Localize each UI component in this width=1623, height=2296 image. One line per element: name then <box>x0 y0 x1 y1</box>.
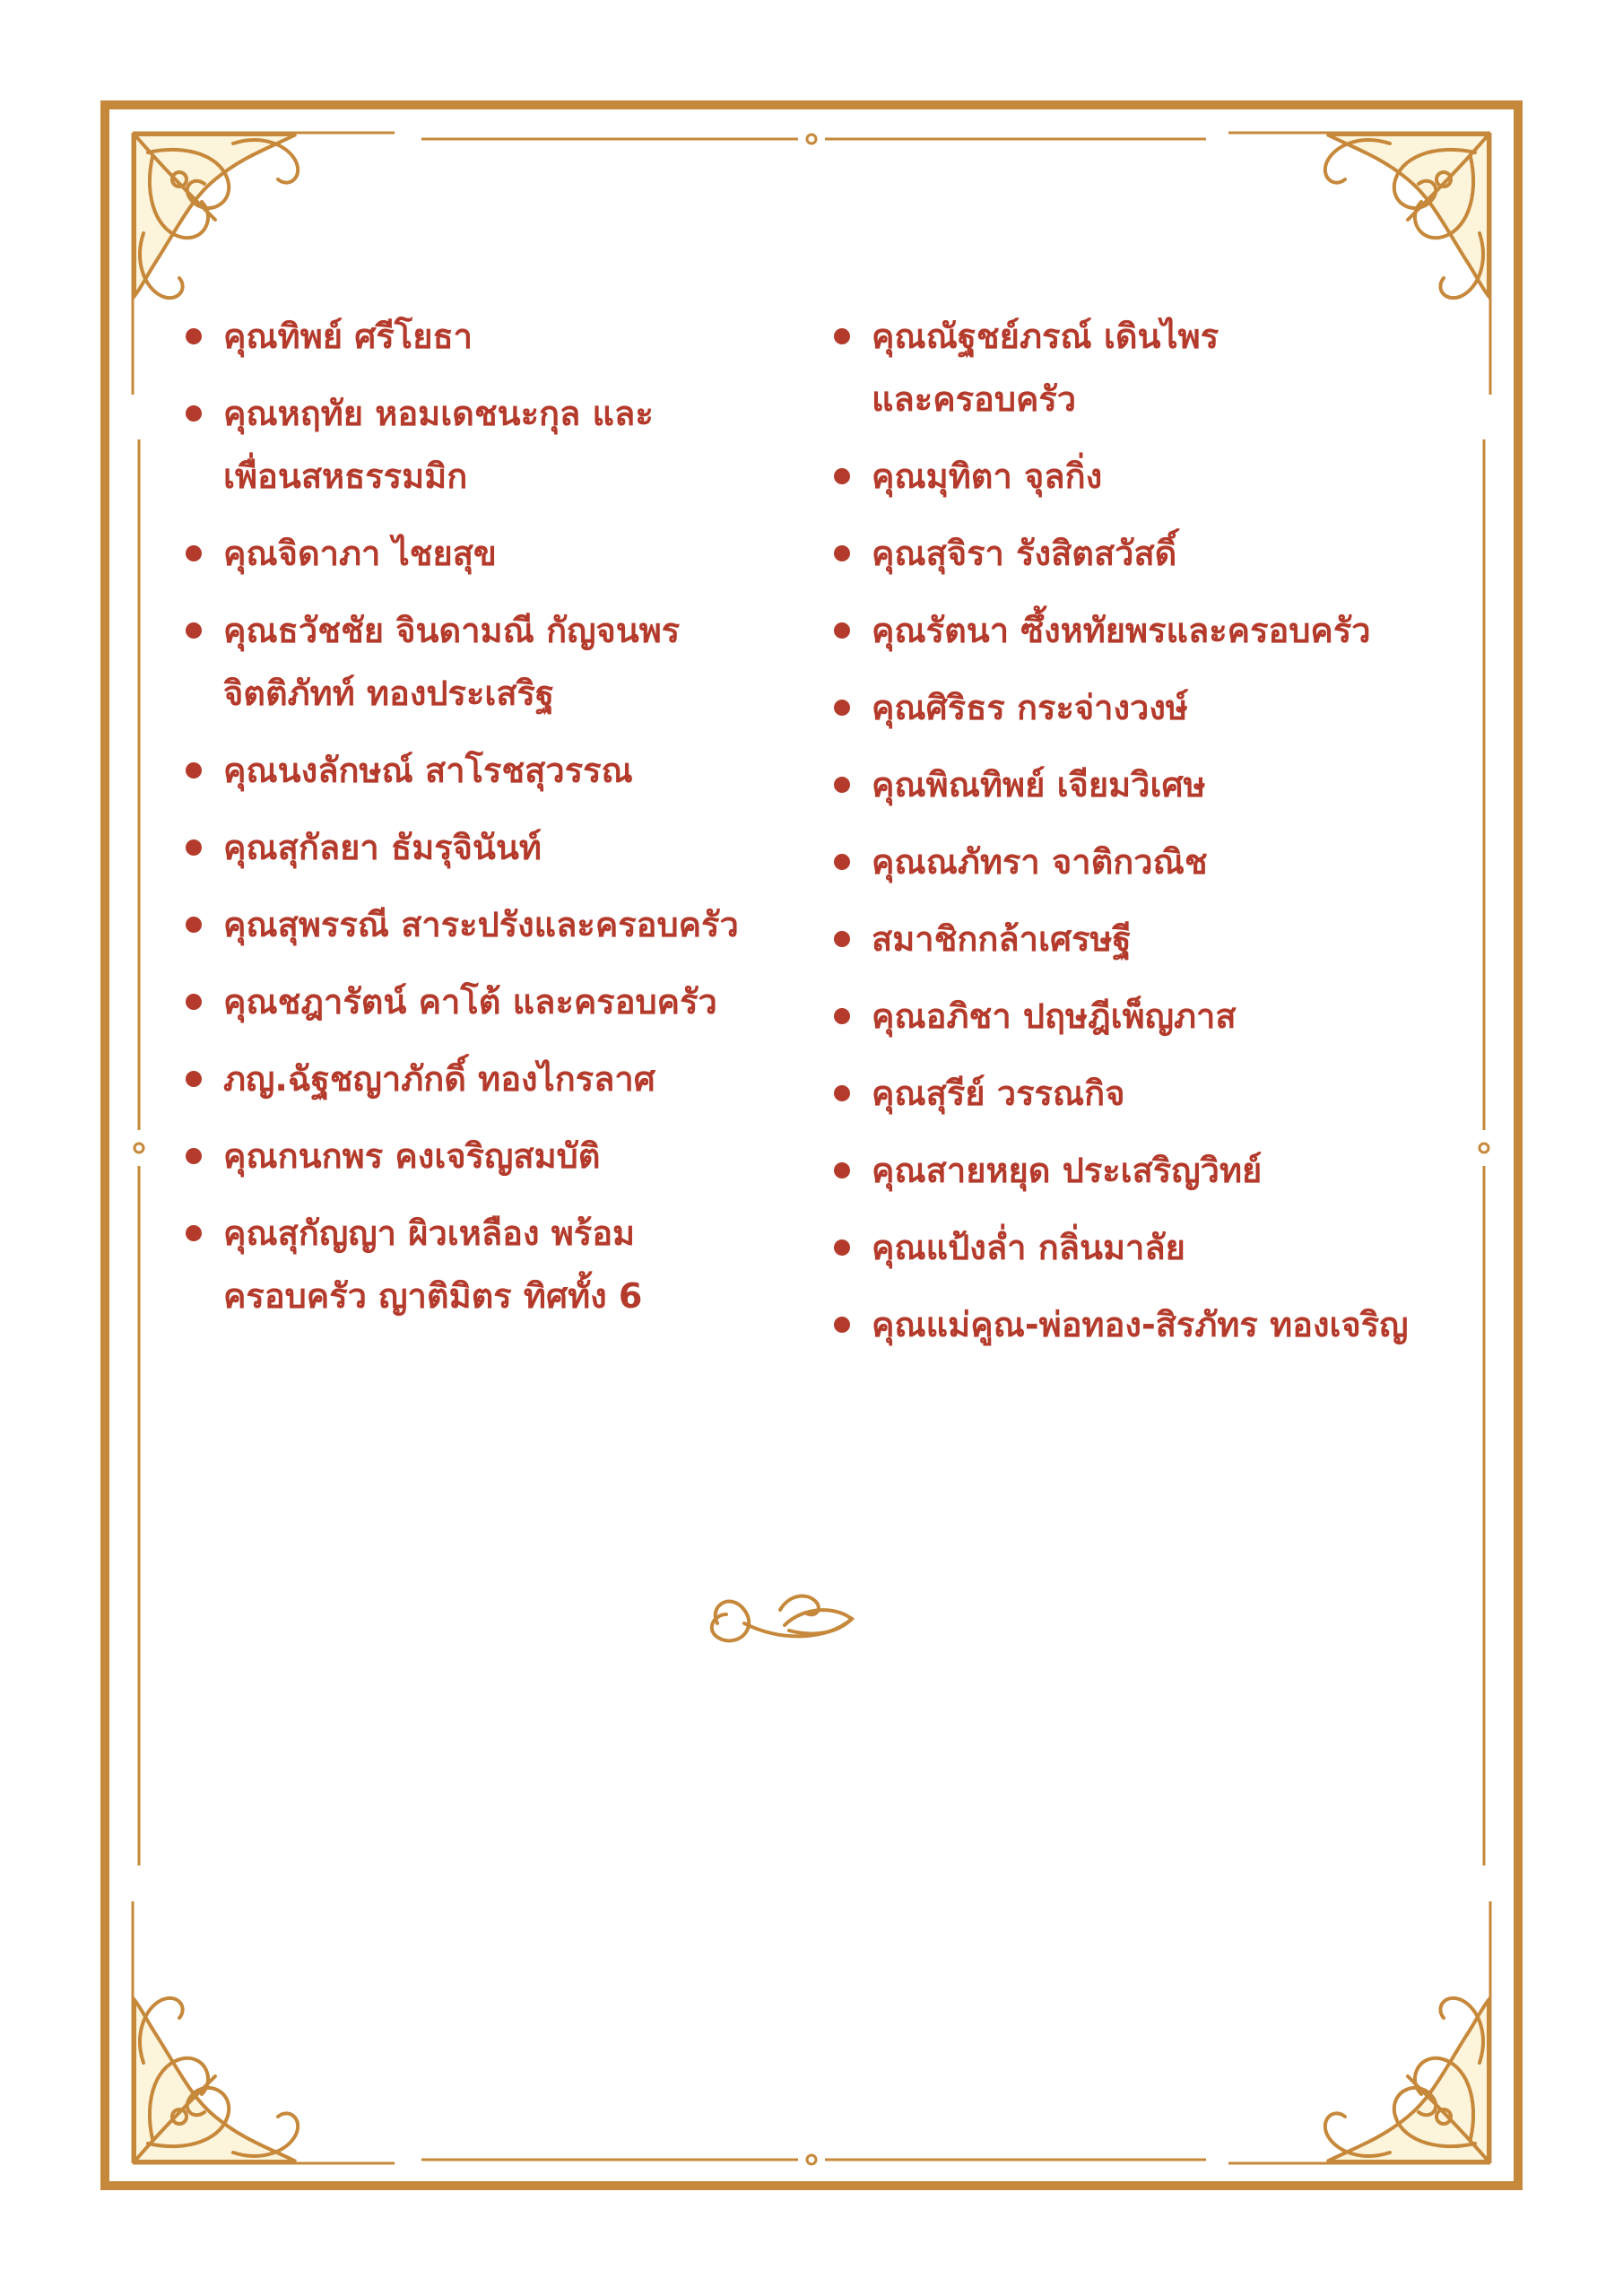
scroll-corner-ornament-icon <box>1325 1998 1488 2161</box>
list-item-text: คุณสายหยุด ประเสริญวิทย์ <box>872 1151 1263 1190</box>
list-item-text: คุณสุจิรา รังสิตสวัสดิ์ <box>872 534 1177 573</box>
list-item-text: คุณธวัชชัย จินดามณี กัญจนพร <box>223 611 681 650</box>
list-item-text: คุณกนกพร คงเจริญสมบัติ <box>223 1136 601 1176</box>
list-item <box>832 1216 1478 1279</box>
list-item <box>184 970 812 1033</box>
list-item <box>832 599 1478 662</box>
bottom-rule-dot <box>807 2155 816 2164</box>
list-item-text: คุณนงลักษณ์ สาโรชสุวรรณ <box>223 751 633 790</box>
list-item <box>184 599 812 725</box>
bullet-icon <box>834 1317 850 1333</box>
list-item-text: คุณณัฐชย์ภรณ์ เดินไพร <box>872 317 1219 356</box>
list-item-text: คุณทิพย์ ศรีโยธา <box>223 317 473 356</box>
bullet-icon <box>834 700 850 716</box>
bullet-icon <box>186 994 202 1010</box>
list-item-text: ภญ.ฉัฐชญาภักดิ์ ทองไกรลาศ <box>223 1059 655 1099</box>
list-item <box>184 816 812 879</box>
list-item <box>832 522 1478 585</box>
list-item <box>184 1125 812 1187</box>
top-rule-dot <box>807 135 816 144</box>
bullet-icon <box>834 1162 850 1178</box>
left-rule-dot <box>135 1144 143 1152</box>
list-item <box>832 985 1478 1048</box>
bullet-icon <box>834 931 850 947</box>
bullet-icon <box>834 854 850 870</box>
scroll-corner-ornament-icon <box>135 1998 298 2161</box>
list-item-text: สมาชิกกล้าเศรษฐี <box>872 919 1132 959</box>
list-item <box>832 305 1478 430</box>
bullet-icon <box>834 1239 850 1256</box>
list-item <box>184 1048 812 1110</box>
right-name-list <box>832 305 1478 1370</box>
scroll-corner-ornament-icon <box>135 135 298 298</box>
bullet-icon <box>834 328 850 344</box>
bullet-icon <box>834 622 850 639</box>
list-item-text: คุณณภัทรา จาติกวณิช <box>872 842 1208 882</box>
list-item-text: จิตติภัทท์ ทองประเสริฐ <box>223 674 554 713</box>
list-item <box>832 1062 1478 1125</box>
bullet-icon <box>834 777 850 793</box>
list-item <box>184 522 812 585</box>
bullet-icon <box>834 1008 850 1024</box>
bullet-icon <box>186 1225 202 1241</box>
bullet-icon <box>186 839 202 856</box>
list-item-text: คุณชฎารัตน์ คาโต้ และครอบครัว <box>223 982 717 1022</box>
list-item <box>184 305 812 368</box>
list-item-text: คุณหฤทัย หอมเดชนะกุล และ <box>223 394 654 433</box>
list-item-text: คุณอภิชา ปฤษฎีเพ็ญภาส <box>872 996 1237 1036</box>
list-item-text: คุณสุรีย์ วรรณกิจ <box>872 1074 1125 1113</box>
left-name-list <box>184 305 812 1342</box>
list-item <box>832 753 1478 816</box>
bullet-icon <box>186 328 202 344</box>
bullet-icon <box>834 545 850 561</box>
bullet-icon <box>186 1148 202 1164</box>
list-item <box>832 831 1478 893</box>
list-item <box>832 445 1478 508</box>
list-item <box>832 676 1478 739</box>
bullet-icon <box>834 468 850 484</box>
list-item-text: คุณศิริธร กระจ่างวงษ์ <box>872 688 1188 727</box>
list-item <box>832 1139 1478 1202</box>
list-item-text: คุณรัตนา ซึ้งหทัยพรและครอบครัว <box>872 611 1371 650</box>
bullet-icon <box>186 917 202 933</box>
scroll-corner-ornament-icon <box>1325 135 1488 298</box>
list-item <box>184 739 812 802</box>
list-item-text: เพื่อนสหธรรมมิก <box>223 457 468 496</box>
bullet-icon <box>186 405 202 422</box>
list-item-text: คุณสุกัญญา ผิวเหลือง พร้อม <box>223 1213 636 1253</box>
list-item-text: คุณพิณทิพย์ เจียมวิเศษ <box>872 765 1206 804</box>
list-item-text: คุณสุพรรณี สาระปรังและครอบครัว <box>223 905 739 944</box>
bullet-icon <box>186 545 202 561</box>
list-item-text: คุณสุกัลยา ธัมรุจินันท์ <box>223 828 542 867</box>
bullet-icon <box>834 1085 850 1101</box>
list-item-text: และครอบครัว <box>872 379 1077 419</box>
flourish-ornament-icon <box>712 1596 852 1641</box>
list-item <box>832 908 1478 970</box>
bullet-icon <box>186 622 202 639</box>
list-item-text: คุณแป้งล่ำ กลิ่นมาลัย <box>872 1228 1185 1267</box>
list-item <box>832 1293 1478 1356</box>
list-item <box>184 382 812 508</box>
list-item <box>184 1202 812 1327</box>
list-item-text: คุณมุทิตา จุลกิ่ง <box>872 457 1103 496</box>
bullet-icon <box>186 762 202 778</box>
list-item-text: คุณจิดาภา ไชยสุข <box>223 534 497 573</box>
bullet-icon <box>186 1071 202 1087</box>
list-item <box>184 893 812 956</box>
list-item-text: คุณแม่คูณ-พ่อทอง-สิรภัทร ทองเจริญ <box>872 1305 1409 1344</box>
right-rule-dot <box>1480 1144 1488 1152</box>
list-item-text: ครอบครัว ญาติมิตร ทิศทั้ง 6 <box>223 1276 643 1316</box>
